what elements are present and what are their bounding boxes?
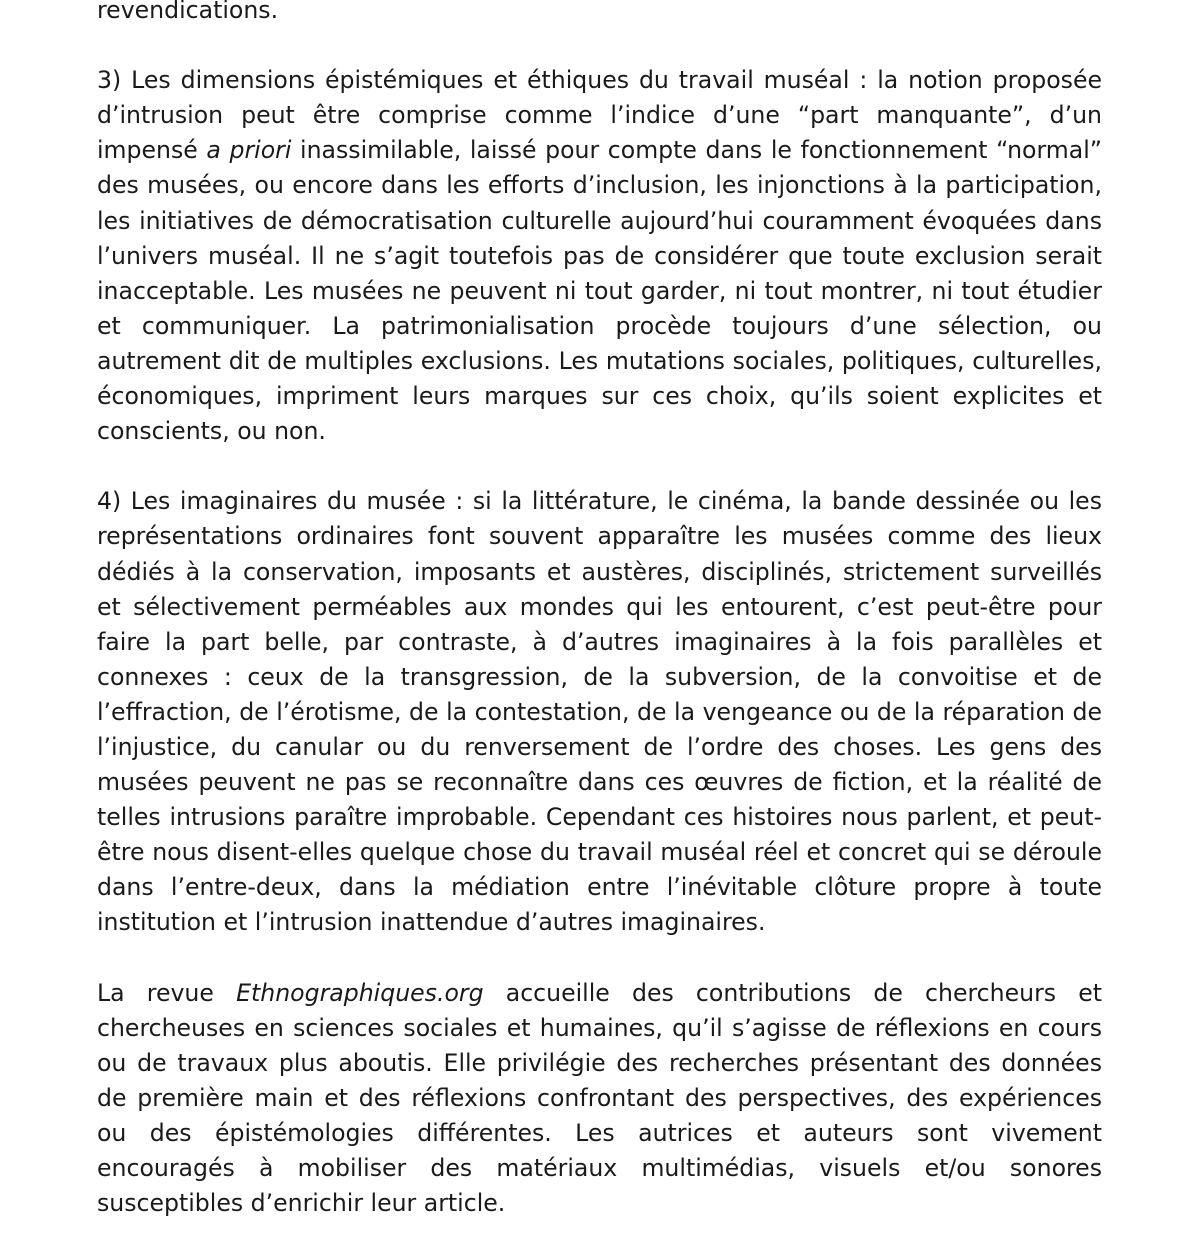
paragraph-museum-imaginaries: [97, 484, 1102, 940]
paragraph-3-text-end: inassimilable, laissé pour compte dans le fonctionnement “normal” des musées, ou encore dans les efforts d’inclusion, les injonctions à la participation, les initiatives de démocratisation culturelle aujourd’hui couramment évoquées dans l’univers muséal. Il ne s’agit toutefois pas de considérer que toute exclusion serait inacceptable. Les musées ne peuvent ni tout garder, ni tout montrer, ni tout étudier et communiquer. La patrimonialisation procède toujours d’une sélection, ou autrement dit de multiples exclusions. Les mutations sociales, politiques, culturelles, économiques, impriment leurs marques sur ces choix, qu’ils soient explicites et conscients, ou non.: [97, 136, 1102, 446]
paragraph-fragment-top: [97, 0, 1102, 28]
paragraph-revue-text-end: accueille des contributions de chercheurs et chercheuses en sciences sociales et humaines, qu’il s’agisse de réflexions en cours ou de travaux plus aboutis. Elle privilégie des recherches présentant des données de première main et des réflexions confrontant des perspectives, des expériences ou des épistémologies différentes. Les autrices et auteurs sont vivement encouragés à mobiliser des matériaux multimédias, visuels et/ou sonores susceptibles d’enrichir leur article.: [97, 978, 1103, 1218]
document-body: [97, 0, 1102, 1256]
paragraph-3-italic-a-priori: a priori: [206, 136, 292, 165]
paragraph-revue-text-start: La revue: [97, 978, 237, 1007]
paragraph-journal-call: [97, 976, 1102, 1222]
paragraph-3-text-start: 3) Les dimensions épistémiques et éthiques du travail muséal : la notion proposée d’intrusion peut être comprise comme l’indice d’une “part manquante”, d’un impensé: [97, 66, 1102, 165]
paragraph-epistemic-dimensions: [97, 63, 1102, 449]
paragraph-4-text: 4) Les imaginaires du musée : si la littérature, le cinéma, la bande dessinée ou les représentations ordinaires font souvent apparaître les musées comme des lieux dédiés à la conservation, imposants et austères, disciplinés, strictement surveillés et sélectivement perméables aux mondes qui les entourent, c’est peut-être pour faire la part belle, par contraste, à d’autres imaginaires à la fois parallèles et connexes : ceux de la transgression, de la subversion, de la convoitise et de l’effraction, de l’érotisme, de la contestation, de la vengeance ou de la réparation de l’injustice, du canular ou du renversement de l’ordre des choses. Les gens des musées peuvent ne pas se reconnaître dans ces œuvres de fiction, et la réalité de telles intrusions paraître improbable. Cependant ces histoires nous parlent, et peut-être nous disent-elles quelque chose du travail muséal réel et concret qui se déroule dans l’entre-deux, dans la médiation entre l’inévitable clôture propre à toute institution et l’intrusion inattendue d’autres imaginaires.: [97, 487, 1102, 937]
paragraph-fragment-text: revendications.: [97, 0, 279, 24]
paragraph-revue-italic-journal-name: Ethnographiques.org: [236, 978, 484, 1007]
